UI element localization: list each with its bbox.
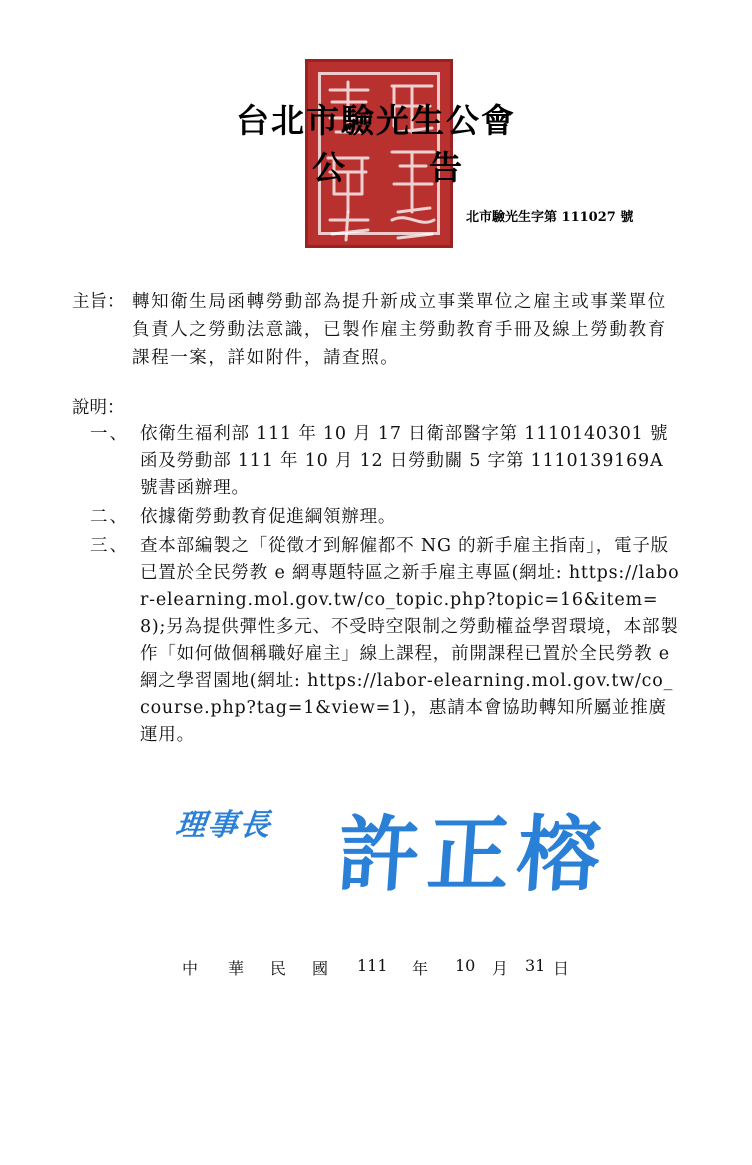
date-era-char: 國: [312, 959, 329, 978]
subject-label: 主旨：: [72, 292, 125, 312]
item-number: 二、: [90, 507, 129, 527]
document-type-right: 告: [429, 148, 462, 187]
document-number: 北市驗光生字第 111027 號: [466, 210, 634, 225]
date-day-unit: 日: [553, 959, 570, 978]
date-month: 10: [455, 956, 476, 975]
explanation-item: [90, 533, 682, 749]
subject-text: 轉知衛生局函轉勞動部為提升新成立事業單位之雇主或事業單位負責人之勞動法意識，已製作雇主勞動教育手冊及線上勞動教育課程一案，詳如附件，請查照。: [132, 292, 667, 368]
organization-title: 台北市驗光生公會: [236, 101, 516, 140]
issue-date: [182, 956, 570, 1165]
document-type-left: 公: [312, 148, 345, 187]
document-type: [312, 142, 462, 189]
explanation-list: [90, 421, 682, 751]
date-era-char: 中: [182, 959, 199, 978]
explanation-label: 說明：: [72, 398, 125, 418]
item-number: 三、: [90, 536, 129, 556]
chairperson-signature: 許正榕: [334, 808, 611, 903]
explanation-item: [90, 421, 682, 502]
date-year: 111: [357, 956, 388, 975]
item-text: 查本部編製之「從徵才到解僱都不 NG 的新手雇主指南」，電子版已置於全民勞教 e 網專題特區之新手雇主專區(網址: https://labor-elearning.mol.gov.tw/co_topic.php?topic=16&item=8);另為提供彈性多元、不受時空限制之勞動權益學習環境，本部製作「如何做個稱職好雇主」線上課程，前開課程已置於全民勞教 e 網之學習園地(網址: https://labor-elearning.mol.gov.tw/co_course.php?tag=1&view=1)，惠請本會協助轉知所屬並推廣運用。: [140, 536, 680, 745]
subject-section: [72, 288, 682, 372]
item-text: 依據衛勞動教育促進綱領辦理。: [140, 507, 397, 527]
date-era-char: 民: [270, 959, 287, 978]
date-day: 31: [525, 956, 546, 975]
explanation-item: [90, 504, 682, 531]
date-era-char: 華: [228, 959, 245, 978]
date-month-unit: 月: [492, 959, 509, 978]
date-year-unit: 年: [412, 959, 429, 978]
item-number: 一、: [90, 424, 129, 444]
item-text: 依衛生福利部 111 年 10 月 17 日衛部醫字第 1110140301 號函及勞動部 111 年 10 月 12 日勞動關 5 字第 1110139169A 號書函辦理。: [140, 424, 669, 498]
chairperson-title: 理事長: [173, 808, 274, 843]
